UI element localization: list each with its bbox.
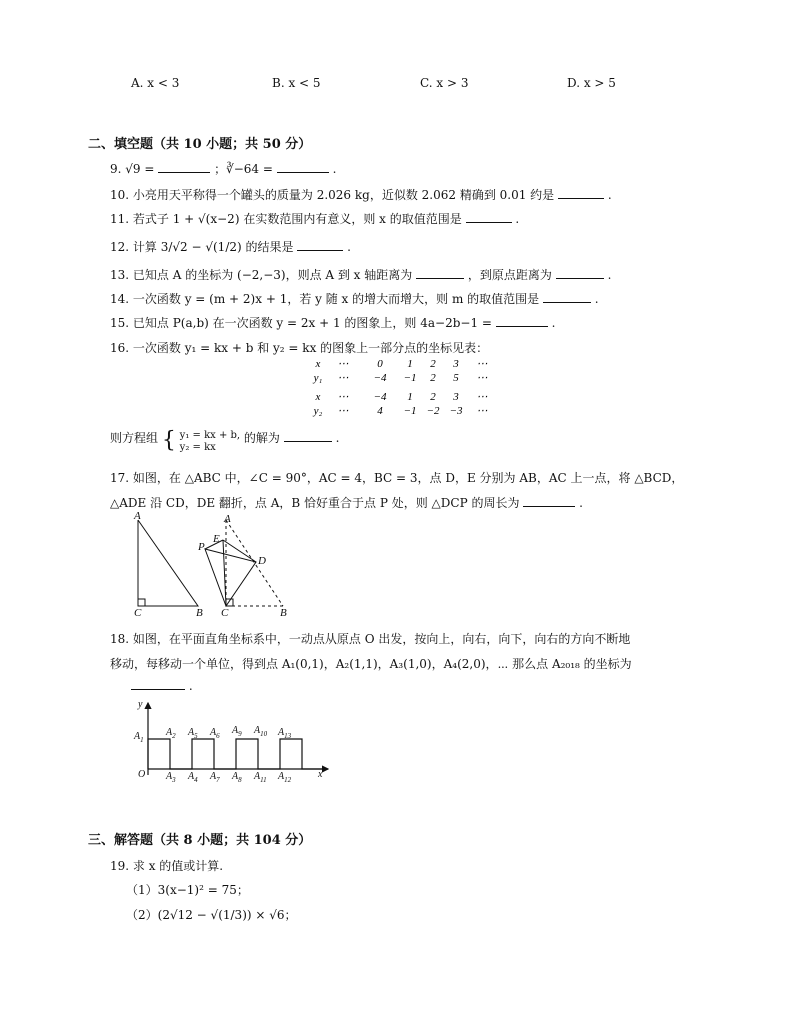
table1-x-row (315, 358, 488, 370)
question-15 (110, 314, 555, 331)
question-16-text: 16. 一次函数 y₁ = kx + b 和 y₂ = kx 的图象上一部分点的坐标见表： (110, 341, 489, 355)
answer-blank (284, 430, 332, 442)
table-cell: 0 (377, 358, 383, 370)
path-label-a6: $A_6$ (210, 727, 220, 740)
table-cell: ⋯ (337, 405, 349, 417)
question-14 (110, 290, 599, 307)
table-cell: 3 (453, 358, 459, 370)
q15-text: 15. 已知点 P(a,b) 在一次函数 y = 2x + 1 的图象上，则 4a−2b−1 = (110, 316, 492, 330)
table-cell: 2 (430, 372, 436, 384)
point-label-p: P (198, 541, 205, 553)
table-cell: y₁ (313, 372, 323, 384)
point-label-e: E (213, 533, 220, 545)
table-cell: 4 (377, 405, 383, 417)
answer-blank (297, 239, 343, 251)
question-9 (110, 160, 336, 177)
table-cell: −1 (403, 372, 417, 384)
triangle-abc (138, 520, 198, 606)
q18-path-figure (128, 697, 338, 785)
answer-blank (556, 267, 604, 279)
point-label-a: A (224, 513, 231, 525)
question-13 (110, 266, 611, 283)
section-title-fill-in: 二、填空题（共 10 小题；共 50 分） (88, 137, 312, 152)
table-cell: −4 (373, 372, 387, 384)
q16-value-tables (300, 356, 520, 420)
table-cell: ⋯ (476, 391, 488, 403)
q9-part2: ；∛−64 = (214, 162, 273, 176)
q16-sys-suffix: 的解为 (243, 431, 280, 445)
q14-text: 14. 一次函数 y = (m + 2)x + 1，若 y 随 x 的增大而增大，则 m 的取值范围是 (110, 292, 540, 306)
table-cell: ⋯ (337, 372, 349, 384)
q13-part2: ，到原点距离为 (467, 268, 552, 282)
table-cell: −1 (403, 405, 417, 417)
table-cell: x (315, 358, 321, 370)
table-cell: 1 (407, 358, 413, 370)
table2-y-row (313, 405, 488, 417)
path-label-a9: $A_9$ (232, 725, 242, 738)
zigzag-path (148, 739, 324, 769)
question-11 (110, 210, 519, 227)
table-cell: ⋯ (337, 358, 349, 370)
table-cell: 3 (453, 391, 459, 403)
q9-end: . (332, 162, 337, 176)
question-10 (110, 186, 612, 203)
option-b: B. x < 5 (272, 76, 321, 90)
equation-system (180, 430, 240, 454)
q9-part1: 9. √9 = (110, 162, 155, 176)
table-cell: ⋯ (476, 405, 488, 417)
q12-text: 12. 计算 3/√2 − √(1/2) 的结果是 (110, 240, 294, 254)
path-label-a3: $A_3$ (166, 771, 176, 784)
q10-text: 10. 小亮用天平称得一个罐头的质量为 2.026 kg，近似数 2.062 精确到 0.01 约是 (110, 188, 555, 202)
answer-blank (496, 315, 548, 327)
system-line-1: y₁ = kx + b, (179, 430, 241, 441)
point-label-a: A (134, 510, 141, 522)
option-c: C. x > 3 (420, 76, 469, 90)
q17-line2-text: △ADE 沿 CD，DE 翻折，点 A，B 恰好重合于点 P 处，则 △DCP 的周长为 (110, 496, 520, 510)
path-label-a11: $A_{11}$ (254, 771, 267, 784)
path-label-a1: $A_1$ (134, 731, 144, 744)
question-17-line2 (110, 494, 583, 511)
q12-end: . (347, 240, 351, 254)
path-label-a5: $A_5$ (188, 727, 198, 740)
question-12 (110, 238, 351, 255)
q17-end: . (579, 496, 583, 510)
question-18-line2: 移动，每移动一个单位，得到点 A₁(0,1)，A₂(1,1)，A₃(1,0)，A₄(2,0)，⋯ 那么点 A₂₀₁₈ 的坐标为 (110, 657, 632, 671)
triangle-dcp (205, 549, 256, 606)
q16-sys-prefix: 则方程组 (110, 431, 159, 445)
point-label-b: B (196, 607, 203, 619)
answer-blank (466, 211, 512, 223)
q11-end: . (515, 212, 520, 226)
question-17-line1: 17. 如图，在 △ABC 中，∠C = 90°，AC = 4，BC = 3，点 D，E 分别为 AB，AC 上一点，将 △BCD， (110, 471, 684, 485)
path-label-a2: $A_2$ (166, 727, 176, 740)
answer-blank (558, 187, 604, 199)
table-cell: 2 (430, 358, 436, 370)
table-cell: ⋯ (476, 372, 488, 384)
q14-end: . (594, 292, 599, 306)
table-cell: y₂ (313, 405, 323, 417)
path-label-a10: $A_{10}$ (254, 725, 268, 738)
table1-y-row (313, 372, 488, 384)
q17-triangle-figure (128, 510, 308, 622)
movement-path (148, 739, 324, 769)
segment-ec (223, 540, 226, 606)
q10-end: . (607, 188, 612, 202)
system-brace: { (161, 428, 176, 453)
path-label-a8: $A_8$ (232, 771, 242, 784)
path-label-a13: $A_{13}$ (278, 727, 292, 740)
answer-blank (543, 291, 591, 303)
q11-text: 11. 若式子 1 + √(x−2) 在实数范围内有意义，则 x 的取值范围是 (110, 212, 462, 226)
table-cell: 2 (430, 391, 436, 403)
answer-blank (416, 267, 464, 279)
point-label-d: D (258, 555, 266, 567)
right-angle-mark (138, 599, 145, 606)
q16-end: . (335, 431, 340, 445)
table-cell: −4 (373, 391, 387, 403)
answer-blank (158, 161, 210, 173)
path-label-o: O (138, 769, 146, 780)
section-title-solve: 三、解答题（共 8 小题；共 104 分） (88, 833, 312, 848)
answer-blank (277, 161, 329, 173)
path-label-a4: $A_4$ (188, 771, 198, 784)
question-19-part1: （1）3(x−1)² = 75； (126, 883, 249, 897)
system-line-2: y₂ = kx (179, 442, 216, 453)
q15-end: . (551, 316, 556, 330)
option-d: D. x > 5 (567, 76, 616, 90)
question-18-line1: 18. 如图，在平面直角坐标系中，一动点从原点 O 出发，按向上，向右，向下，向右的方向不断地 (110, 632, 631, 646)
q18-end: . (188, 679, 193, 693)
q13-end: . (607, 268, 612, 282)
table-cell: ⋯ (337, 391, 349, 403)
table-cell: −2 (426, 405, 440, 417)
question-19-part2: （2）(2√12 − √(1/3)) × √6； (126, 908, 297, 922)
point-label-b: B (280, 607, 287, 619)
table2-x-row (315, 391, 488, 403)
table-cell: −3 (449, 405, 463, 417)
table-cell: 1 (407, 391, 413, 403)
path-label-y: y (138, 699, 143, 710)
table-cell: ⋯ (476, 358, 488, 370)
path-label-x: x (318, 769, 323, 780)
point-label-c: C (134, 607, 142, 619)
question-18-answer (131, 678, 193, 693)
question-16-system (110, 428, 339, 454)
point-label-c: C (221, 607, 229, 619)
path-label-a7: $A_7$ (210, 771, 220, 784)
answer-blank (131, 678, 185, 690)
answer-blank (523, 495, 575, 507)
path-label-a12: $A_{12}$ (278, 771, 292, 784)
option-a: A. x < 3 (131, 76, 180, 90)
segment-ed (223, 540, 256, 562)
table-cell: 5 (453, 372, 459, 384)
table-cell: x (315, 391, 321, 403)
question-19-text: 19. 求 x 的值或计算. (110, 859, 224, 873)
q13-part1: 13. 已知点 A 的坐标为 (−2,−3)，则点 A 到 x 轴距离为 (110, 268, 413, 282)
